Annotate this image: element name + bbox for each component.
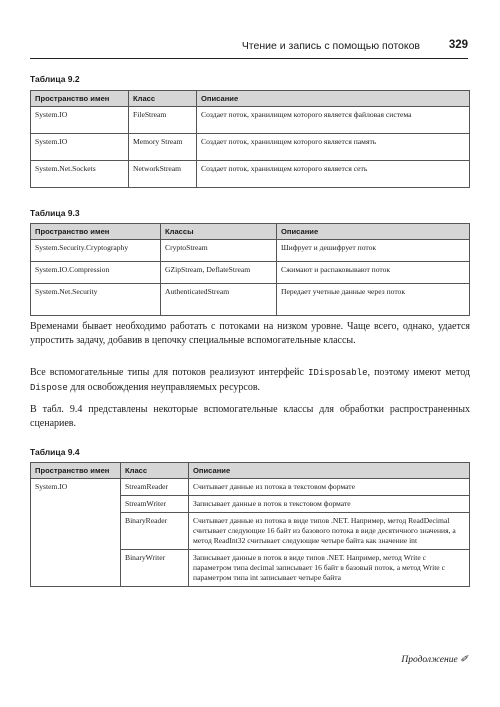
table-header-row bbox=[31, 463, 470, 479]
table-cell: Создает поток, хранилищем которого является память bbox=[197, 134, 470, 161]
paragraph-low-level-streams: Временами бывает необходимо работать с потоками на низком уровне. Чаще всего, однако, удается упростить задачу, добавив в цепочку специальные вспомогательные классы. bbox=[30, 321, 470, 346]
column-header: Пространство имен bbox=[31, 224, 161, 240]
table-row bbox=[31, 240, 470, 262]
table-9-2 bbox=[30, 90, 470, 188]
paragraph-text: , поэтому имеют метод bbox=[367, 367, 470, 378]
namespace-cell: System.IO bbox=[31, 479, 121, 587]
table-9-4-caption: Таблица 9.4 bbox=[30, 447, 80, 457]
paragraph-text: для освобождения неуправляемых ресурсов. bbox=[67, 381, 261, 393]
table-cell: System.IO.Compression bbox=[31, 262, 161, 284]
table-row bbox=[31, 134, 470, 161]
table-row bbox=[31, 161, 470, 188]
column-header: Класс bbox=[121, 463, 189, 479]
table-row bbox=[31, 479, 470, 496]
table-cell: Записывает данные в поток в виде типов .NET. Например, метод Write с параметром типа decimal записывает 16 байт в базовый поток, а метод Write с параметром типа int записывает четыре байта bbox=[189, 550, 470, 587]
table-row bbox=[31, 262, 470, 284]
table-cell: Записывает данные в поток в текстовом формате bbox=[189, 496, 470, 513]
table-cell: AuthenticatedStream bbox=[161, 284, 277, 316]
chapter-title: Чтение и запись с помощью потоков bbox=[241, 40, 420, 52]
running-header bbox=[30, 38, 468, 59]
table-cell: System.IO bbox=[31, 107, 129, 134]
table-cell: Считывает данные из потока в виде типов .NET. Например, метод ReadDecimal считывает следующие 16 байт из базового потока в виде десятичного значения, а метод ReadInt32 считывает следующие четыре байта как значение int bbox=[189, 513, 470, 550]
page-number: 329 bbox=[448, 39, 468, 51]
table-header-row bbox=[31, 91, 470, 107]
table-cell: Создает поток, хранилищем которого является файловая система bbox=[197, 107, 470, 134]
paragraph-idisposable bbox=[30, 366, 470, 395]
table-9-3-caption: Таблица 9.3 bbox=[30, 208, 80, 218]
table-cell: NetworkStream bbox=[129, 161, 197, 188]
paragraph-table-9-4-intro: В табл. 9.4 представлены некоторые вспомогательные классы для обработки распространенных сценариев. bbox=[30, 404, 470, 429]
table-9-2-caption: Таблица 9.2 bbox=[30, 74, 80, 84]
table-9-4 bbox=[30, 462, 470, 587]
table-cell: System.IO bbox=[31, 134, 129, 161]
table-cell: Считывает данные из потока в текстовом формате bbox=[189, 479, 470, 496]
column-header: Пространство имен bbox=[31, 463, 121, 479]
table-cell: System.Net.Sockets bbox=[31, 161, 129, 188]
table-row bbox=[31, 284, 470, 316]
continued-note: Продолжение ✐ bbox=[401, 655, 468, 665]
table-cell: System.Net.Security bbox=[31, 284, 161, 316]
table-cell: BinaryWriter bbox=[121, 550, 189, 587]
table-cell: Сжимают и распаковывают поток bbox=[277, 262, 470, 284]
table-cell: GZipStream, DeflateStream bbox=[161, 262, 277, 284]
table-cell: CryptoStream bbox=[161, 240, 277, 262]
table-cell: StreamReader bbox=[121, 479, 189, 496]
table-cell: StreamWriter bbox=[121, 496, 189, 513]
table-cell: System.Security.Cryptography bbox=[31, 240, 161, 262]
table-row bbox=[31, 107, 470, 134]
column-header: Описание bbox=[197, 91, 470, 107]
table-cell: BinaryReader bbox=[121, 513, 189, 550]
column-header: Пространство имен bbox=[31, 91, 129, 107]
table-cell: Memory Stream bbox=[129, 134, 197, 161]
table-cell: Шифрует и дешифрует поток bbox=[277, 240, 470, 262]
column-header: Описание bbox=[277, 224, 470, 240]
table-cell: Передает учетные данные через поток bbox=[277, 284, 470, 316]
table-header-row bbox=[31, 224, 470, 240]
column-header: Описание bbox=[189, 463, 470, 479]
table-9-3 bbox=[30, 223, 470, 316]
code-dispose: Dispose bbox=[30, 382, 68, 393]
table-cell: Создает поток, хранилищем которого является сеть bbox=[197, 161, 470, 188]
column-header: Классы bbox=[161, 224, 277, 240]
column-header: Класс bbox=[129, 91, 197, 107]
table-cell: FileStream bbox=[129, 107, 197, 134]
paragraph-text: Все вспомогательные типы для потоков реализуют интерфейс bbox=[30, 367, 309, 378]
code-idisposable: IDisposable bbox=[308, 368, 368, 378]
